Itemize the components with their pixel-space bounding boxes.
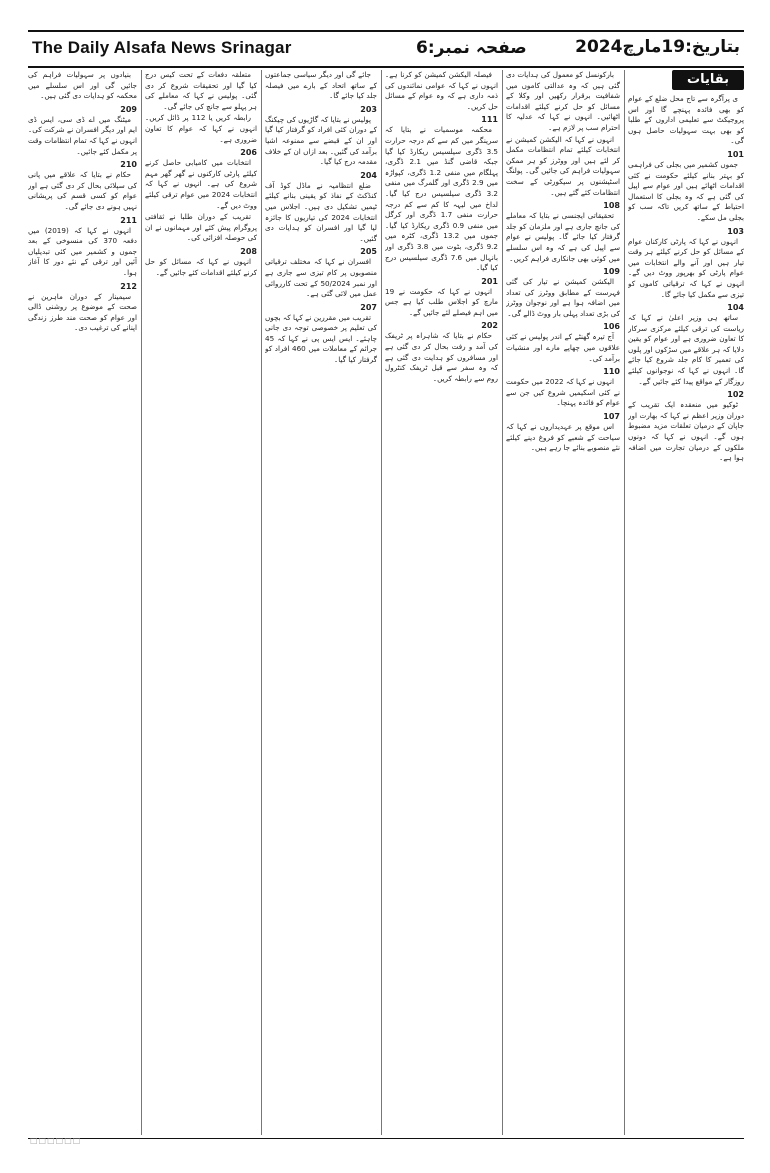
story-number: 107 — [603, 412, 620, 422]
article-paragraph: رابطہ کریں یا 112 پر ڈائل کریں۔ انہوں نے کہا کہ عوام کا تعاون ضروری ہے۔ — [145, 113, 257, 144]
article-paragraph: انہوں نے کہا کہ (2019) میں دفعہ 370 کی منسوخی کے بعد جموں و کشمیر میں کئی تبدیلیاں آئیں اور ترقی کے نئے دور کا آغاز ہوا۔ — [28, 225, 137, 277]
story-number: 201 — [481, 276, 498, 286]
article-paragraph: الیکشن کمیشن نے تیار کی گئی فہرست کے مطابق ووٹرز کی تعداد میں اضافہ ہوا ہے اور نوجوان ووٹرز کی بڑی تعداد پہلی بار ووٹ ڈالے گی۔ — [506, 277, 620, 318]
story-number: 204 — [360, 170, 377, 180]
article-paragraph: ی پرآگرہ سے تاج محل ضلع کے عوام کو بھی فائدہ پہنچے گا اور اس پروجیکٹ سے تعلیمی اداروں کے طلبا کو بھی بہت سہولیات حاصل ہوں گی۔ — [628, 94, 744, 146]
article-paragraph: متعلقہ دفعات کے تحت کیس درج کیا گیا اور تحقیقات شروع کر دی گئی۔ پولیس نے کہا کہ معاملے کی ہر پہلو سے جانچ کی جائے گی۔ — [145, 70, 257, 111]
story-number: 203 — [360, 104, 377, 114]
article-paragraph: فیصلہ الیکشن کمیشن کو کرنا ہے۔ انہوں نے کہا کہ عوامی نمائندوں کی ذمہ داری ہے کہ وہ عوام کے مسائل حل کریں۔ — [385, 70, 498, 111]
story-number: 102 — [727, 390, 744, 400]
story-number: 206 — [240, 148, 257, 158]
column-divider — [624, 70, 625, 1135]
footer-mark: □□□□□□ — [30, 1136, 82, 1145]
newspaper-page — [28, 30, 744, 1143]
article-paragraph: بنیادوں پر سہولیات فراہم کی جائیں گی اور اس سلسلے میں محکمہ کو ہدایات دی گئی ہیں۔ — [28, 70, 137, 101]
article-paragraph: انہوں نے کہا کہ پارٹی کارکنان عوام کے مسائل کو حل کرنے کیلئے ہر وقت تیار ہیں اور آنے والے انتخابات میں عوام پارٹی کو بھرپور ووٹ دیں گے۔ انہوں نے کہا کہ ترقیاتی کاموں کو تیزی سے مکمل کیا جائے گا۔ — [628, 236, 744, 299]
story-number: 205 — [360, 247, 377, 257]
article-paragraph: ساتھ ہی وزیر اعلیٰ نے کہا کہ ریاست کی ترقی کیلئے مرکزی سرکار کا تعاون ضروری ہے اور عوام کو یقین دلایا کہ ہر علاقے میں سڑکوں اور پلوں کی تعمیر کا کام جلد شروع کیا جائے گا۔ انہوں نے کہا کہ نوجوانوں کیلئے روزگار کے مواقع پیدا کئے جائیں گے۔ — [628, 313, 744, 386]
story-number: 108 — [603, 201, 620, 211]
story-number: 103 — [727, 226, 744, 236]
story-number: 101 — [727, 149, 744, 159]
article-paragraph: تقریب میں مقررین نے کہا کہ بچوں کی تعلیم پر خصوصی توجہ دی جانی چاہئے۔ ایس ایس پی نے کہا کہ 45 جرائم کے معاملات میں 460 افراد کو گرفتار کیا گیا۔ — [265, 312, 377, 365]
newspaper-title: The Daily Alsafa News Srinagar — [32, 38, 292, 57]
page-number: صفحہ نمبر:6 — [416, 38, 527, 58]
masthead — [28, 30, 744, 68]
article-paragraph: انہوں نے کہا کہ مسائل کو حل کرنے کیلئے اقدامات کئے جائیں گے۔ — [145, 256, 257, 277]
column-2 — [506, 70, 620, 1135]
story-number: 110 — [603, 367, 620, 377]
article-paragraph: تحقیقاتی ایجنسی نے بتایا کہ معاملے کی جانچ جاری ہے اور ملزمان کو جلد گرفتار کیا جائے گا۔ پولیس نے عوام سے اپیل کی ہے کہ وہ اس سلسلے میں کوئی بھی جانکاری فراہم کریں۔ — [506, 211, 620, 263]
article-paragraph: بارکونسل کو معمول کی ہدایات دی گئی ہیں کہ وہ عدالتی کاموں میں شفافیت برقرار رکھیں اور وکلا کے مسائل کو حل کرنے کیلئے اقدامات اٹھائیں۔ انہوں نے کہا کہ عدلیہ کا احترام سب پر لازم ہے۔ — [506, 70, 620, 132]
story-number: 207 — [360, 302, 377, 312]
story-number: 209 — [120, 104, 137, 114]
story-number: 111 — [481, 115, 498, 125]
story-number: 104 — [727, 303, 744, 313]
article-paragraph: اس موقع پر عہدیداروں نے کہا کہ سیاحت کے شعبے کو فروغ دینے کیلئے نئے منصوبے بنائے جا رہے ہیں۔ — [506, 422, 620, 453]
column-6 — [28, 70, 137, 1135]
column-1 — [628, 70, 744, 1135]
article-paragraph: جائے گی اور دیگر سیاسی جماعتوں کے ساتھ اتحاد کے بارے میں فیصلہ جلد کیا جائے گا۔ — [265, 70, 377, 101]
article-paragraph: افسران نے کہا کہ مختلف ترقیاتی منصوبوں پر کام تیزی سے جاری ہے اور نمبر 50/2024 کے تحت کارروائی عمل میں لائی گئی ہے۔ — [265, 257, 377, 299]
bottom-rule — [28, 1138, 744, 1139]
article-paragraph: تقریب کے دوران طلبا نے ثقافتی پروگرام پیش کئے اور مہمانوں نے ان کی حوصلہ افزائی کی۔ — [145, 212, 257, 243]
article-paragraph: حکام نے بتایا کہ علاقے میں پانی کی سپلائی بحال کر دی گئی ہے اور عوام کو کسی قسم کی پریشانی نہیں ہونے دی جائے گی۔ — [28, 170, 137, 211]
article-paragraph: حکام نے بتایا کہ شاہراہ پر ٹریفک کی آمد و رفت بحال کر دی گئی ہے اور مسافروں کو ہدایت دی گئی ہے کہ وہ سفر سے قبل ٹریفک کنٹرول روم سے رابطہ کریں۔ — [385, 331, 498, 383]
article-paragraph: سیمینار کے دوران ماہرین نے صحت کے موضوع پر روشنی ڈالی اور عوام کو صحت مند طرز زندگی اپنانے کی ترغیب دی۔ — [28, 291, 137, 333]
column-divider — [502, 70, 503, 1135]
article-paragraph: ٹوکیو میں منعقدہ ایک تقریب کے دوران وزیر اعظم نے کہا کہ بھارت اور جاپان کے درمیان تعلقات مزید مضبوط ہوں گے۔ انہوں نے کہا کہ دونوں ملکوں کے درمیان تجارت میں اضافہ ہوا ہے۔ — [628, 400, 744, 463]
column-4 — [265, 70, 377, 1135]
column-divider — [381, 70, 382, 1135]
article-paragraph: ضلع انتظامیہ نے ماڈل کوڈ آف کنڈکٹ کے نفاذ کو یقینی بنانے کیلئے ٹیمیں تشکیل دی ہیں۔ اجلاس میں انتخابات 2024 کی تیاریوں کا جائزہ لیا گیا اور افسران کو ہدایات دی گئیں۔ — [265, 180, 377, 243]
story-number: 212 — [120, 281, 137, 291]
article-paragraph: انہوں نے کہا کہ 2022 میں حکومت نے کئی اسکیمیں شروع کیں جن سے عوام کو فائدہ پہنچا۔ — [506, 377, 620, 408]
story-number: 106 — [603, 322, 620, 332]
columns-area — [28, 70, 744, 1135]
story-number: 109 — [603, 267, 620, 277]
article-paragraph: پولیس نے بتایا کہ گاڑیوں کی چیکنگ کے دوران کئی افراد کو گرفتار کیا گیا اور ان کے قبضے سے ممنوعہ اشیا برآمد کی گئیں۔ بعد ازاں ان کے خلاف مقدمہ درج کیا گیا۔ — [265, 114, 377, 167]
column-3 — [385, 70, 498, 1135]
story-number: 211 — [120, 215, 137, 225]
story-number: 202 — [481, 321, 498, 331]
column-5 — [145, 70, 257, 1135]
article-paragraph: انتخابات میں کامیابی حاصل کرنے کیلئے پارٹی کارکنوں نے گھر گھر مہم شروع کی ہے۔ انہوں نے کہا کہ انتخابات 2024 میں عوام ترقی کیلئے ووٹ دیں گے۔ — [145, 158, 257, 210]
story-number: 210 — [120, 160, 137, 170]
article-paragraph: انہوں نے کہا کہ الیکشن کمیشن نے انتخابات کیلئے تمام انتظامات مکمل کر لئے ہیں اور ووٹرز کو ہر ممکن سہولیات فراہم کی جائیں گی۔ پولنگ اسٹیشنوں پر سیکورٹی کے سخت انتظامات کئے گئے ہیں۔ — [506, 134, 620, 197]
issue-date: بتاریخ:19مارچ2024 — [575, 37, 740, 57]
article-paragraph: میٹنگ میں اے ڈی سی، ایس ڈی ایم اور دیگر افسران نے شرکت کی۔ انہوں نے کہا کہ تمام انتظامات وقت پر مکمل کئے جائیں۔ — [28, 114, 137, 156]
story-number: 208 — [240, 246, 257, 256]
column-divider — [141, 70, 142, 1135]
article-paragraph: آج تیرہ گھنٹے کے اندر پولیس نے کئی علاقوں میں چھاپے مارے اور منشیات برآمد کی۔ — [506, 332, 620, 363]
column-divider — [261, 70, 262, 1135]
article-paragraph: جموں کشمیر میں بجلی کی فراہمی کو بہتر بنانے کیلئے حکومت نے کئی اقدامات اٹھائے ہیں اور عوام سے اپیل کی گئی ہے کہ وہ بجلی کا استعمال احتیاط کے ساتھ کریں تاکہ سب کو بجلی مل سکے۔ — [628, 159, 744, 222]
article-paragraph: محکمہ موسمیات نے بتایا کہ سرینگر میں کم سے کم درجہ حرارت 3.5 ڈگری سیلسیس ریکارڈ کیا گیا جبکہ قاضی گنڈ میں 2.1 ڈگری، پہلگام میں منفی 1.2 ڈگری، کپواڑہ میں 2.9 ڈگری اور گلمرگ میں منفی 3.2 ڈگری سیلسیس درج کیا گیا۔ لداخ میں لیہہ کا کم سے کم درجہ حرارت منفی 1.7 ڈگری اور کرگل میں منفی 0.9 ڈگری ریکارڈ کیا گیا۔ جموں میں 13.2 ڈگری، کٹرہ میں 9.2 ڈگری، بٹوت میں 3.8 ڈگری اور بانہال میں 7.6 ڈگری سیلسیس درج کیا گیا۔ — [385, 125, 498, 273]
article-paragraph: انہوں نے کہا کہ حکومت نے 19 مارچ کو اجلاس طلب کیا ہے جس میں اہم فیصلے لئے جائیں گے۔ — [385, 286, 498, 317]
baqiyat-heading: بقایات — [672, 70, 744, 90]
